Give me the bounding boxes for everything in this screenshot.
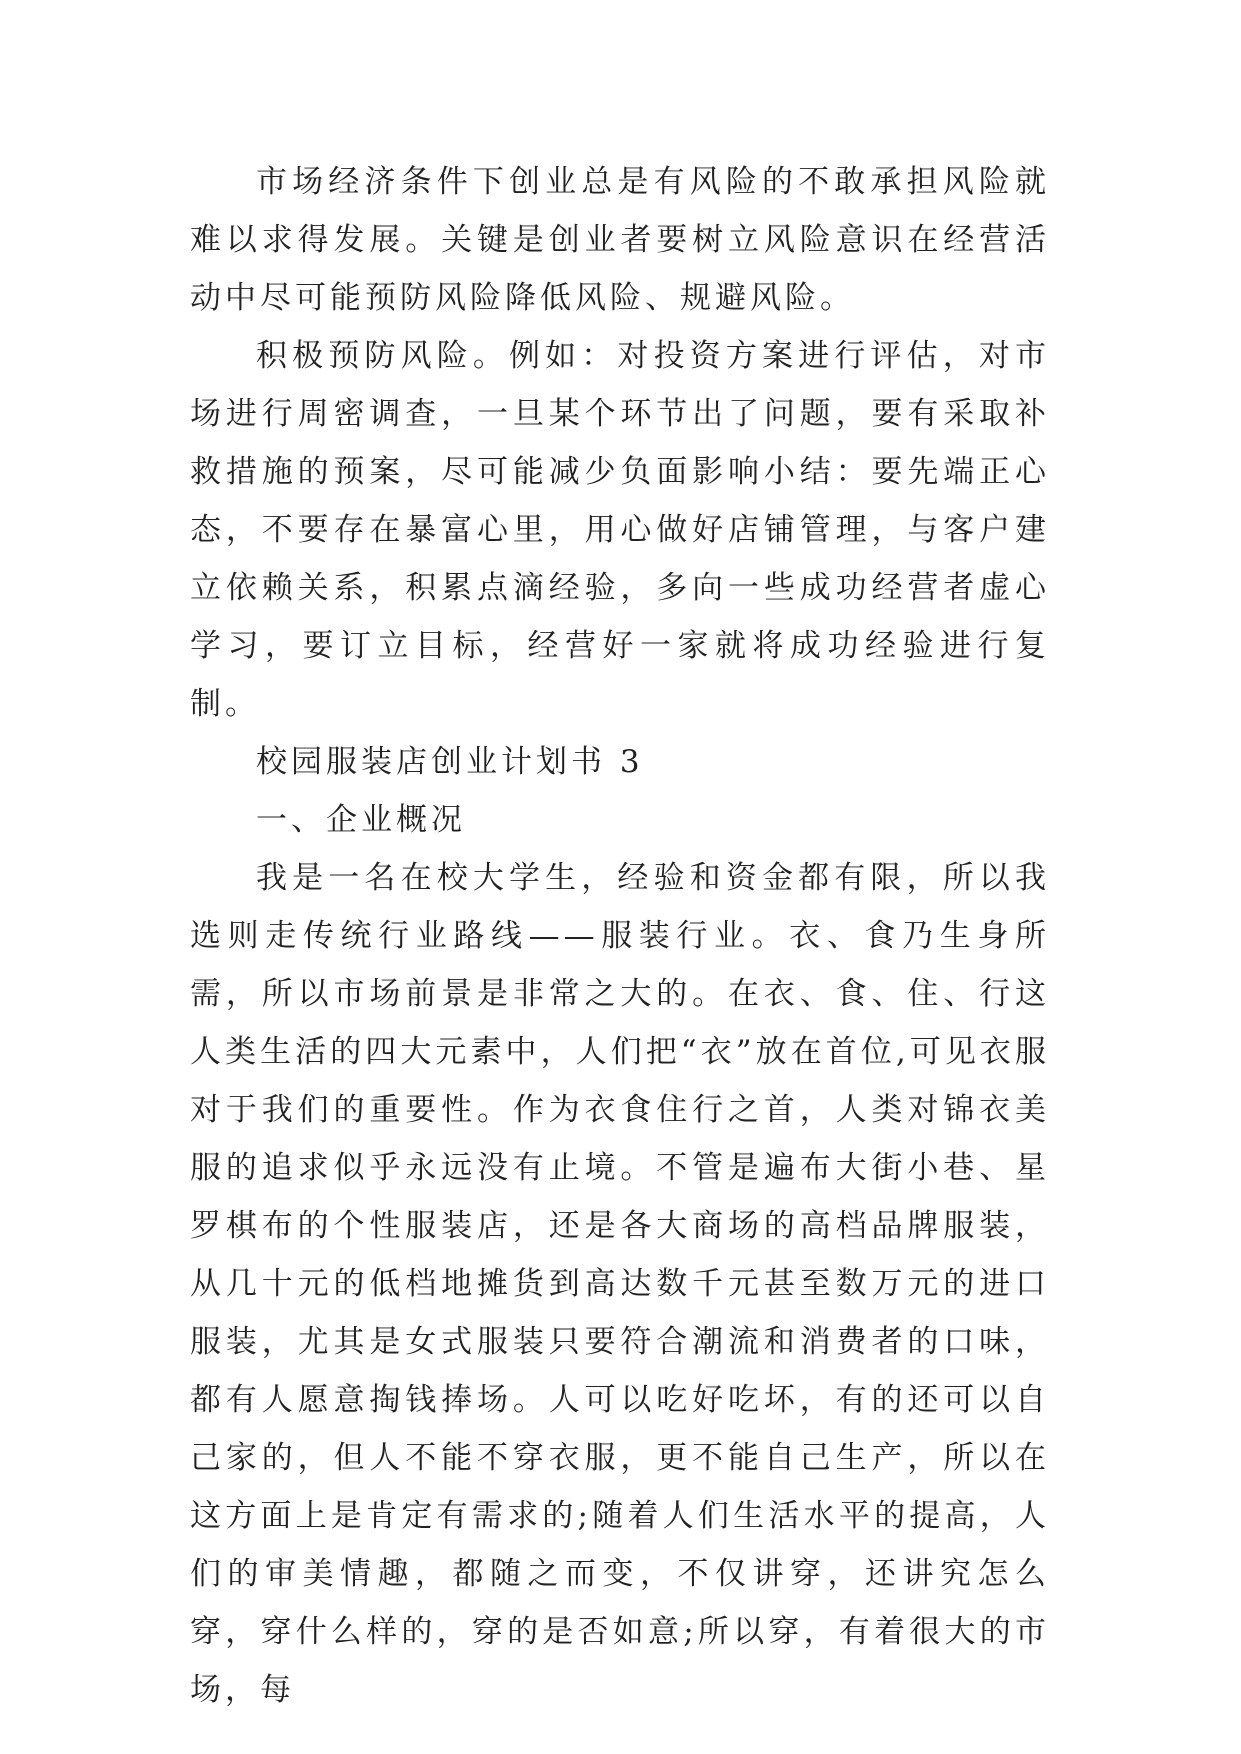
subsection-title: 一、企业概况 xyxy=(256,802,466,838)
paragraph-risk-awareness: 市场经济条件下创业总是有风险的不敢承担风险就难以求得发展。关键是创业者要树立风险意识在经营活动中尽可能预防风险降低风险、规避风险。 xyxy=(190,164,1050,316)
paragraph-risk-prevention: 积极预防风险。例如：对投资方案进行评估，对市场进行周密调查，一旦某个环节出了问题，要有采取补救措施的预案，尽可能减少负面影响小结：要先端正心态，不要存在暴富心里，用心做好店铺管理，与客户建立依赖关系，积累点滴经验，多向一些成功经营者虚心学习，要订立目标，经营好一家就将成功经验进行复制。 xyxy=(190,338,1050,722)
paragraph-company-overview: 我是一名在校大学生，经验和资金都有限，所以我选则走传统行业路线——服装行业。衣、食乃生身所需，所以市场前景是非常之大的。在衣、食、住、行这人类生活的四大元素中，人们把“衣”放在首位,可见衣服对于我们的重要性。作为衣食住行之首，人类对锦衣美服的追求似乎永远没有止境。不管是遍布大街小巷、星罗棋布的个性服装店，还是各大商场的高档品牌服装，从几十元的低档地摊货到高达数千元甚至数万元的进口服装，尤其是女式服装只要符合潮流和消费者的口味，都有人愿意掏钱捧场。人可以吃好吃坏，有的还可以自己家的，但人不能不穿衣服，更不能自己生产，所以在这方面上是肯定有需求的;随着人们生活水平的提高，人们的审美情趣，都随之而变，不仅讲穿，还讲究怎么穿，穿什么样的，穿的是否如意;所以穿，有着很大的市场，每 xyxy=(190,860,1050,1708)
section-title: 校园服装店创业计划书 3 xyxy=(256,744,644,780)
document-body xyxy=(190,153,1050,1719)
